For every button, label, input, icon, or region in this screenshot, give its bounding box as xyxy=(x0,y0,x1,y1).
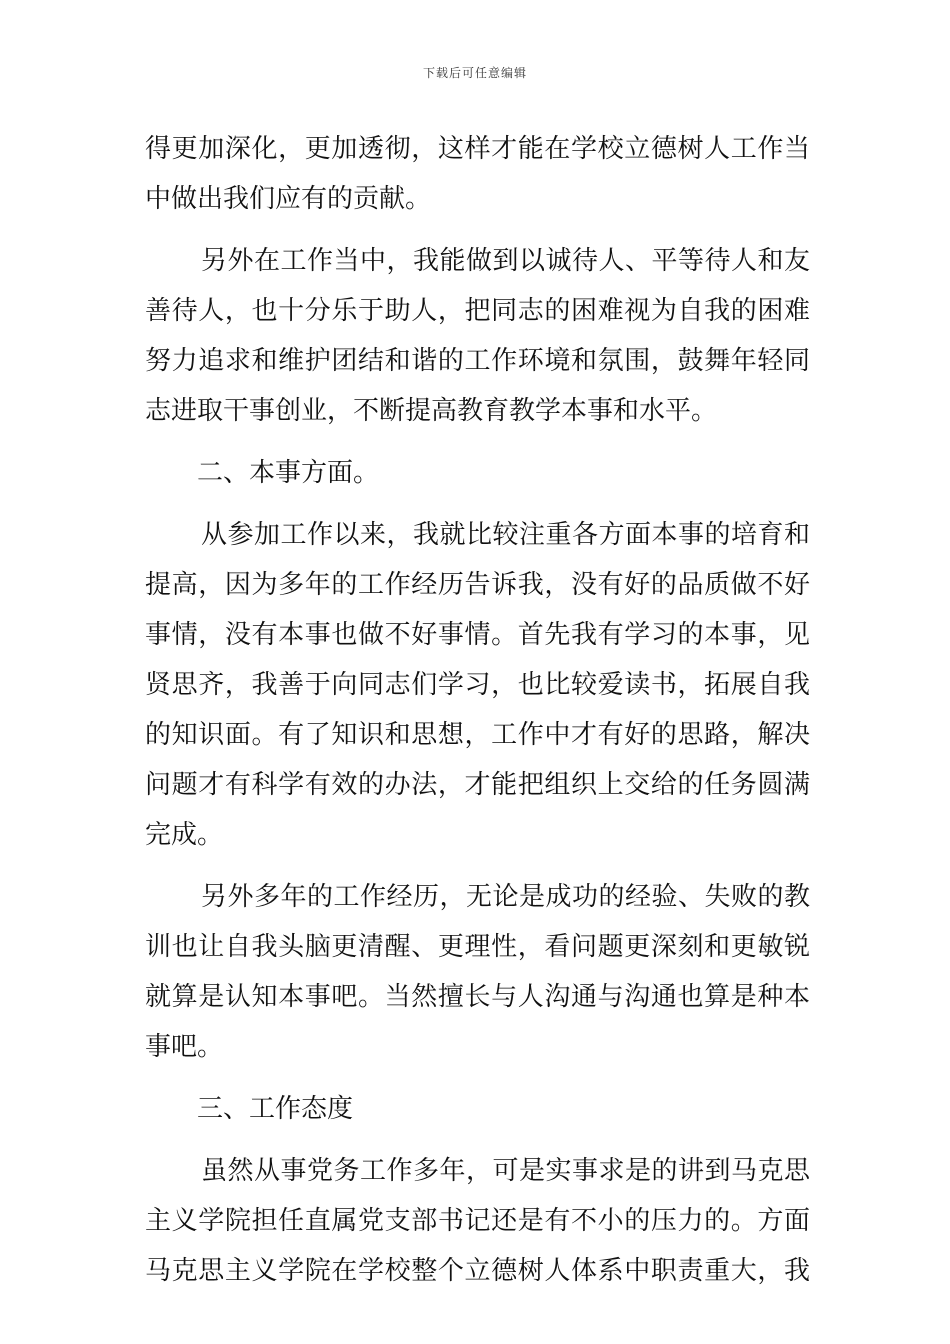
paragraph xyxy=(145,1146,810,1296)
header-note: 下载后可任意编辑 xyxy=(422,66,527,80)
paragraph xyxy=(145,236,810,436)
text-line: 训也让自我头脑更清醒、更理性，看问题更深刻和更敏锐 xyxy=(145,932,810,962)
text-line: 事吧。 xyxy=(145,1032,224,1062)
text-line: 努力追求和维护团结和谐的工作环境和氛围，鼓舞年轻同 xyxy=(145,346,810,376)
text-line: 贤思齐，我善于向同志们学习，也比较爱读书，拓展自我 xyxy=(145,670,810,700)
document-body xyxy=(145,124,810,1296)
paragraph-continued xyxy=(145,124,810,224)
section-heading xyxy=(145,448,810,498)
text-line: 就算是认知本事吧。当然擅长与人沟通与沟通也算是种本 xyxy=(145,982,810,1012)
paragraph xyxy=(145,510,810,860)
text-line: 志进取干事创业，不断提高教育教学本事和水平。 xyxy=(145,396,718,426)
text-line: 善待人，也十分乐于助人，把同志的困难视为自我的困难 xyxy=(145,296,810,326)
page-header xyxy=(0,64,950,81)
text-line: 主义学院担任直属党支部书记还是有不小的压力的。方面 xyxy=(145,1206,810,1236)
text-line: 提高，因为多年的工作经历告诉我，没有好的品质做不好 xyxy=(145,570,810,600)
section-heading xyxy=(145,1084,810,1134)
text-line: 中做出我们应有的贡献。 xyxy=(145,184,432,214)
text-line: 得更加深化，更加透彻，这样才能在学校立德树人工作当 xyxy=(145,134,810,164)
paragraph xyxy=(145,872,810,1072)
text-line: 完成。 xyxy=(145,820,224,850)
heading-text: 三、工作态度 xyxy=(197,1094,354,1124)
text-line: 另外多年的工作经历，无论是成功的经验、失败的教 xyxy=(201,882,810,912)
text-line: 另外在工作当中，我能做到以诚待人、平等待人和友 xyxy=(201,246,810,276)
text-line: 的知识面。有了知识和思想，工作中才有好的思路，解决 xyxy=(145,720,810,750)
heading-text: 二、本事方面。 xyxy=(197,458,380,488)
text-line: 事情，没有本事也做不好事情。首先我有学习的本事，见 xyxy=(145,620,810,650)
text-line: 虽然从事党务工作多年，可是实事求是的讲到马克思 xyxy=(201,1156,810,1186)
text-line: 问题才有科学有效的办法，才能把组织上交给的任务圆满 xyxy=(145,770,810,800)
text-line: 马克思主义学院在学校整个立德树人体系中职责重大，我 xyxy=(145,1256,810,1286)
text-line: 从参加工作以来，我就比较注重各方面本事的培育和 xyxy=(201,520,810,550)
